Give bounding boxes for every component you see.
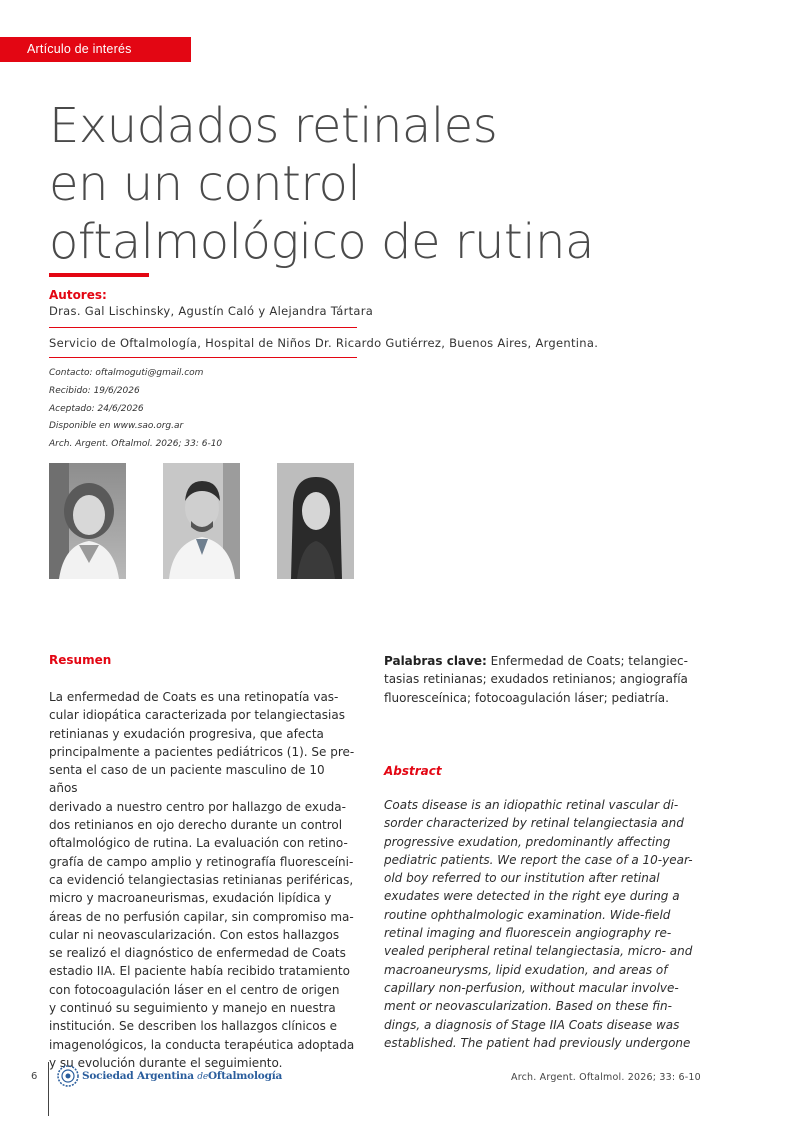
text-line: derivado a nuestro centro por hallazgo de exuda-: [49, 799, 346, 814]
resumen-heading: Resumen: [49, 653, 112, 667]
text-line: exudates were detected in the right eye during a: [384, 889, 680, 904]
text-line: vealed peripheral retinal telangiectasia, micro- and: [384, 944, 693, 959]
society-name-b: Oftalmología: [207, 1070, 283, 1082]
author-photo: [163, 463, 240, 579]
text-line: áreas de no perfusión capilar, sin compromiso ma-: [49, 909, 354, 924]
text-line: macroaneurysms, lipid exudation, and areas of: [384, 962, 668, 977]
text-line: senta el caso de un paciente masculino de 10 años: [49, 763, 325, 796]
text-line: tasias retinianas; exudados retinianos; angiografía: [384, 672, 688, 687]
text-line: ment or neovascularization. Based on these fin-: [384, 999, 672, 1014]
keywords-label: Palabras clave:: [384, 654, 487, 668]
text-line: cular ni neovascularización. Con estos hallazgos: [49, 927, 340, 942]
text-line: [384, 652, 694, 670]
text-line: principalmente a pacientes pediátricos (1). Se pre-: [49, 744, 355, 759]
divider: [49, 327, 357, 328]
text-line: sorder characterized by retinal telangiectasia and: [384, 816, 684, 831]
society-logo: [57, 1065, 282, 1087]
text-line: oftalmológico de rutina. La evaluación con retino-: [49, 836, 348, 851]
title-line-2: en un control: [49, 156, 361, 212]
text-line: institución. Se describen los hallazgos clínicos e: [49, 1019, 338, 1034]
page-number: 6: [31, 1071, 38, 1082]
available-line: Disponible en www.sao.org.ar: [49, 421, 184, 432]
text-line: pediatric patients. We report the case of a 10-year-: [384, 852, 693, 867]
keywords-text: Enfermedad de Coats; telangiec-: [486, 654, 688, 668]
resumen-body: [49, 688, 356, 1072]
society-name: [82, 1070, 282, 1082]
title-line-1: Exudados retinales: [49, 98, 498, 154]
text-line: y su evolución durante el seguimiento.: [49, 1055, 283, 1070]
text-line: old boy referred to our institution after retinal: [384, 871, 660, 886]
title-underline: [49, 273, 149, 277]
text-line: La enfermedad de Coats es una retinopatía vas-: [49, 690, 339, 704]
text-line: se realizó el diagnóstico de enfermedad de Coats: [49, 946, 346, 961]
author-photo: [277, 463, 354, 579]
keywords-block: [384, 652, 694, 707]
text-line: grafía de campo amplio y retinografía fluoresceíni-: [49, 854, 354, 869]
section-tag: Artículo de interés: [0, 37, 191, 62]
text-line: imagenológicos, la conducta terapéutica adoptada: [49, 1037, 355, 1052]
footer-divider: [48, 1062, 49, 1116]
authors-names: Dras. Gal Lischinsky, Agustín Caló y Alejandra Tártara: [49, 304, 374, 318]
text-line: ca evidenció telangiectasias retinianas periféricas,: [49, 872, 354, 887]
title-line-3: oftalmológico de rutina: [49, 214, 594, 270]
text-line: dings, a diagnosis of Stage IIA Coats disease was: [384, 1017, 680, 1032]
article-title: [49, 97, 749, 271]
text-line: retinal imaging and fluorescein angiography re-: [384, 926, 672, 941]
citation-line: Arch. Argent. Oftalmol. 2026; 33: 6-10: [49, 439, 223, 450]
author-photo: [49, 463, 126, 579]
divider: [49, 357, 357, 358]
society-emblem-icon: [57, 1065, 79, 1087]
authors-label: Autores:: [49, 288, 107, 302]
received-line: Recibido: 19/6/2026: [49, 385, 140, 396]
society-name-a: Sociedad Argentina: [82, 1070, 198, 1082]
text-line: y continuó su seguimiento y manejo en nuestra: [49, 1001, 336, 1016]
text-line: capillary non-perfusion, without macular involve-: [384, 980, 679, 995]
text-line: fluoresceínica; fotocoagulación láser; pediatría.: [384, 690, 669, 705]
text-line: Coats disease is an idiopathic retinal vascular di-: [384, 798, 679, 812]
text-line: estadio IIA. El paciente había recibido tratamiento: [49, 964, 350, 979]
text-line: cular idiopática caracterizada por telangiectasias: [49, 708, 345, 723]
text-line: micro y macroaneurismas, exudación lipídica y: [49, 891, 332, 906]
abstract-heading: Abstract: [384, 764, 442, 778]
text-line: dos retinianos en ojo derecho durante un control: [49, 818, 343, 833]
text-line: established. The patient had previously undergone: [384, 1035, 691, 1050]
article-meta: [49, 365, 222, 454]
text-line: con fotocoagulación láser en el centro de origen: [49, 982, 340, 997]
society-name-de: de: [197, 1072, 208, 1082]
affiliation: Servicio de Oftalmología, Hospital de Niños Dr. Ricardo Gutiérrez, Buenos Aires, Argentina.: [49, 336, 599, 350]
text-line: progressive exudation, predominantly affecting: [384, 834, 671, 849]
abstract-body: [384, 796, 694, 1052]
footer-citation: Arch. Argent. Oftalmol. 2026; 33: 6-10: [511, 1072, 701, 1083]
text-line: retinianas y exudación progresiva, que afecta: [49, 726, 324, 741]
contact-line: Contacto: oftalmoguti@gmail.com: [49, 368, 204, 378]
text-line: routine ophthalmologic examination. Wide-field: [384, 907, 671, 922]
accepted-line: Aceptado: 24/6/2026: [49, 403, 144, 414]
